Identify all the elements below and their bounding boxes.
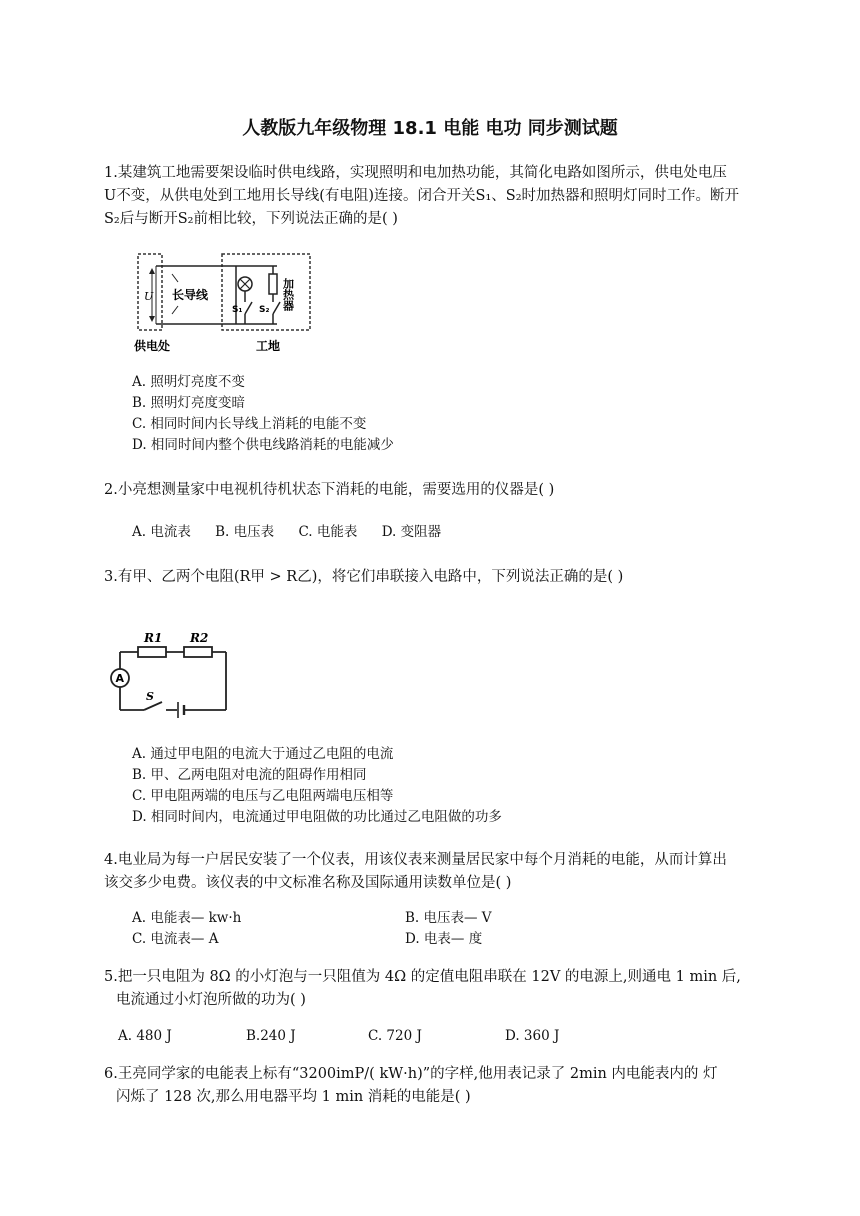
question-1-circuit-figure (132, 248, 312, 358)
question-2-option-b: B. 电压表 (215, 524, 275, 540)
question-1-line-1: 1.某建筑工地需要架设临时供电线路，实现照明和电加热功能，其简化电路如图所示，供电处电压 (104, 165, 727, 181)
question-6-line-2: 闪烁了 128 次,那么用电器平均 1 min 消耗的电能是( ) (116, 1089, 471, 1105)
question-1-option-a: A. 照明灯亮度不变 (132, 374, 245, 390)
question-4-line-2: 该交多少电费。该仪表的中文标准名称及国际通用读数单位是( ) (104, 875, 512, 891)
label-supply: 供电处 (134, 339, 171, 353)
question-2-options (132, 520, 461, 540)
question-3-option-a: A. 通过甲电阻的电流大于通过乙电阻的电流 (132, 746, 394, 762)
question-2-option-a: A. 电流表 (132, 524, 191, 540)
question-2-option-d: D. 变阻器 (381, 524, 442, 540)
switch-s-icon (144, 702, 162, 710)
question-4-options-right (405, 908, 492, 950)
question-4-options-left (132, 908, 241, 950)
question-6-line-1: 6.王亮同学家的电能表上标有“3200imP/( kW·h)”的字样,他用表记录了 2min 内电能表内的 灯 (104, 1066, 718, 1082)
question-2-option-c: C. 电能表 (298, 524, 358, 540)
question-4-line-1: 4.电业局为每一户居民安装了一个仪表，用该仪表来测量居民家中每个月消耗的电能，从而计算出 (104, 852, 727, 868)
switch-s2-icon (273, 302, 280, 314)
label-r1: R1 (144, 631, 163, 645)
question-4-option-a: A. 电能表— kw·h (132, 910, 242, 926)
label-a: A (115, 672, 125, 685)
question-4 (104, 849, 764, 895)
question-3-option-d: D. 相同时间内，电流通过甲电阻做的功比通过乙电阻做的功多 (132, 809, 502, 825)
question-6 (104, 1063, 769, 1109)
question-4-option-d: D. 电表— 度 (405, 931, 483, 947)
question-5-option-d: D. 360 J (505, 1028, 560, 1044)
question-5-options (118, 1028, 559, 1044)
resistor-r2-icon (184, 647, 212, 657)
question-5-line-2: 电流通过小灯泡所做的功为( ) (116, 992, 306, 1008)
question-3-options (132, 744, 502, 828)
question-1 (104, 162, 764, 231)
question-5-option-c: C. 720 J (368, 1028, 422, 1044)
question-4-option-c: C. 电流表— A (132, 931, 219, 947)
question-3-option-c: C. 甲电阻两端的电压与乙电阻两端电压相等 (132, 788, 394, 804)
question-1-line-3: S₂后与断开S₂前相比较，下列说法正确的是( ) (104, 211, 398, 227)
question-1-option-d: D. 相同时间内整个供电线路消耗的电能减少 (132, 437, 394, 453)
label-s1: S₁ (232, 305, 243, 315)
label-s: S (146, 690, 154, 703)
label-s2: S₂ (259, 305, 270, 315)
question-1-option-b: B. 照明灯亮度变暗 (132, 395, 246, 411)
question-1-options (132, 372, 394, 456)
label-heater: 加热器 (281, 278, 295, 311)
question-3-circuit-figure (106, 626, 231, 722)
question-5-line-1: 5.把一只电阻为 8Ω 的小灯泡与一只阻值为 4Ω 的定值电阻串联在 12V 的电源上,则通电 1 min 后, (104, 969, 741, 985)
question-5 (104, 966, 764, 1012)
question-3-option-b: B. 甲、乙两电阻对电流的阻碍作用相同 (132, 767, 367, 783)
question-5-option-b: B.240 J (246, 1028, 296, 1044)
label-site: 工地 (256, 339, 281, 353)
question-2: 2.小亮想测量家中电视机待机状态下消耗的电能，需要选用的仪器是( ) (104, 482, 555, 498)
question-1-line-2: U不变，从供电处到工地用长导线(有电阻)连接。闭合开关S₁、S₂时加热器和照明灯同时工作。断开 (104, 188, 740, 204)
label-u: U (144, 290, 154, 303)
question-5-option-a: A. 480 J (118, 1028, 172, 1044)
question-3: 3.有甲、乙两个电阻(R甲 > R乙)，将它们串联接入电路中，下列说法正确的是( ) (104, 569, 624, 585)
label-long-wire: 长导线 (172, 288, 209, 302)
page-title: 人教版九年级物理 18.1 电能 电功 同步测试题 (242, 118, 618, 139)
heater-icon (269, 274, 277, 294)
label-r2: R2 (190, 631, 209, 645)
resistor-r1-icon (138, 647, 166, 657)
question-4-option-b: B. 电压表— V (405, 910, 492, 926)
switch-s1-icon (245, 302, 252, 314)
question-1-option-c: C. 相同时间内长导线上消耗的电能不变 (132, 416, 367, 432)
